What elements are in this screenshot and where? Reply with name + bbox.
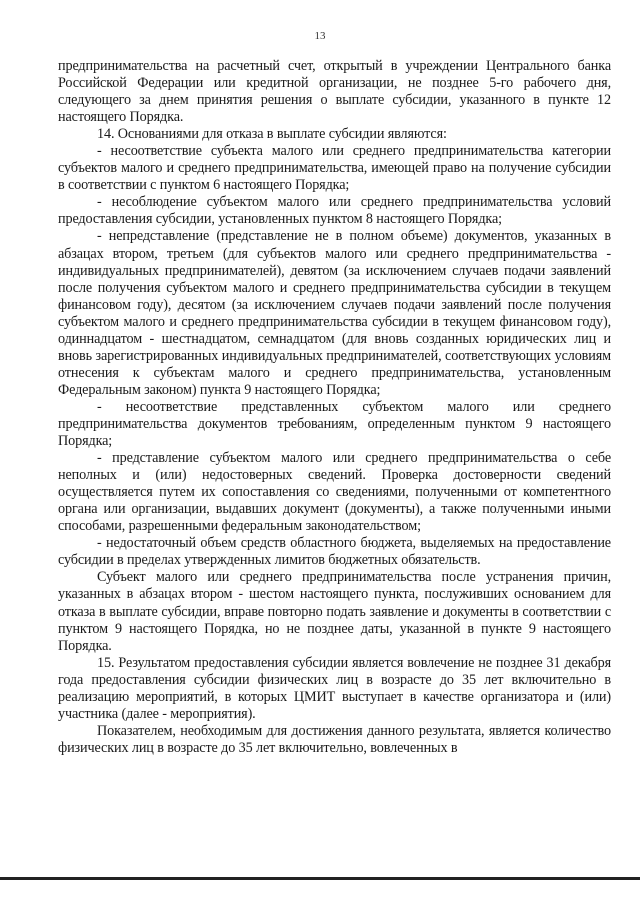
document-body [58,58,611,757]
refusal-reason-documents: - непредставление (представление не в полном объеме) документов, указанных в абзацах втором, третьем (для субъектов малого или среднего предпринимательства - индивидуальных предпринимателей), девятом (за исключением случаев подачи заявлений после получения субъектом малого и среднего предпринимательства субсидии в текущем финансовом году), десятом (за исключением случаев подачи заявлений после получения субъектом малого и среднего предпринимательства субсидии в текущем финансовом году), одиннадцатом - шестнадцатом, семнадцатом (для вновь созданных юридических лиц и вновь зарегистрированных индивидуальных предпринимателей, соответствующих условиям отнесения к субъектам малого и среднего предпринимательства, установленным Федеральным законом) пункта 9 настоящего Порядка; [58,228,611,398]
page-bottom-border [0,877,640,880]
paragraph-payment-continuation: предпринимательства на расчетный счет, открытый в учреждении Центрального банка Российской Федерации или кредитной организации, не позднее 5-го рабочего дня, следующего за днем принятия решения о выплате субсидии, указанного в пункте 12 настоящего Порядка. [58,58,611,126]
paragraph-resubmission: Субъект малого или среднего предпринимательства после устранения причин, указанных в абзацах втором - шестом настоящего пункта, послуживших основанием для отказа в выплате субсидии, вправе повторно подать заявление и документы в соответствии с пунктом 9 настоящего Порядка, но не позднее даты, указанной в пункте 9 настоящего Порядка. [58,569,611,654]
refusal-reason-requirements: - несоответствие представленных субъектом малого или среднего предпринимательства документов требованиям, определенным пунктом 9 настоящего Порядка; [58,398,611,450]
refusal-reason-conditions: - несоблюдение субъектом малого или среднего предпринимательства условий предоставления субсидии, установленных пунктом 8 настоящего Порядка; [58,194,611,228]
refusal-reason-category: - несоответствие субъекта малого или среднего предпринимательства категории субъектов малого и среднего предпринимательства, имеющей право на получение субсидии в соответствии с пунктом 6 настоящего Порядка; [58,143,611,194]
paragraph-14-heading: 14. Основаниями для отказа в выплате субсидии являются: [97,126,447,143]
refusal-reason-budget: - недостаточный объем средств областного бюджета, выделяемых на предоставление субсидии в пределах утвержденных лимитов бюджетных обязательств. [58,535,611,569]
refusal-reason-false-info: - представление субъектом малого или среднего предпринимательства о себе неполных и (или) недостоверных сведений. Проверка достоверности сведений осуществляется путем их сопоставления со сведениями, полученными от компетентного органа или организации, выдавших документ (документы), а также полученными иными способами, разрешенными федеральным законодательством; [58,450,611,535]
page-number: 13 [314,30,326,42]
paragraph-indicator: Показателем, необходимым для достижения данного результата, является количество физических лиц в возрасте до 35 лет включительно, вовлеченных в [58,722,611,756]
paragraph-15-result: 15. Результатом предоставления субсидии является вовлечение не позднее 31 декабря года предоставления субсидии физических лиц в возрасте до 35 лет включительно в реализацию мероприятий, в которых ЦМИТ выступает в качестве организатора и (или) участника (далее - мероприятия). [58,654,611,722]
